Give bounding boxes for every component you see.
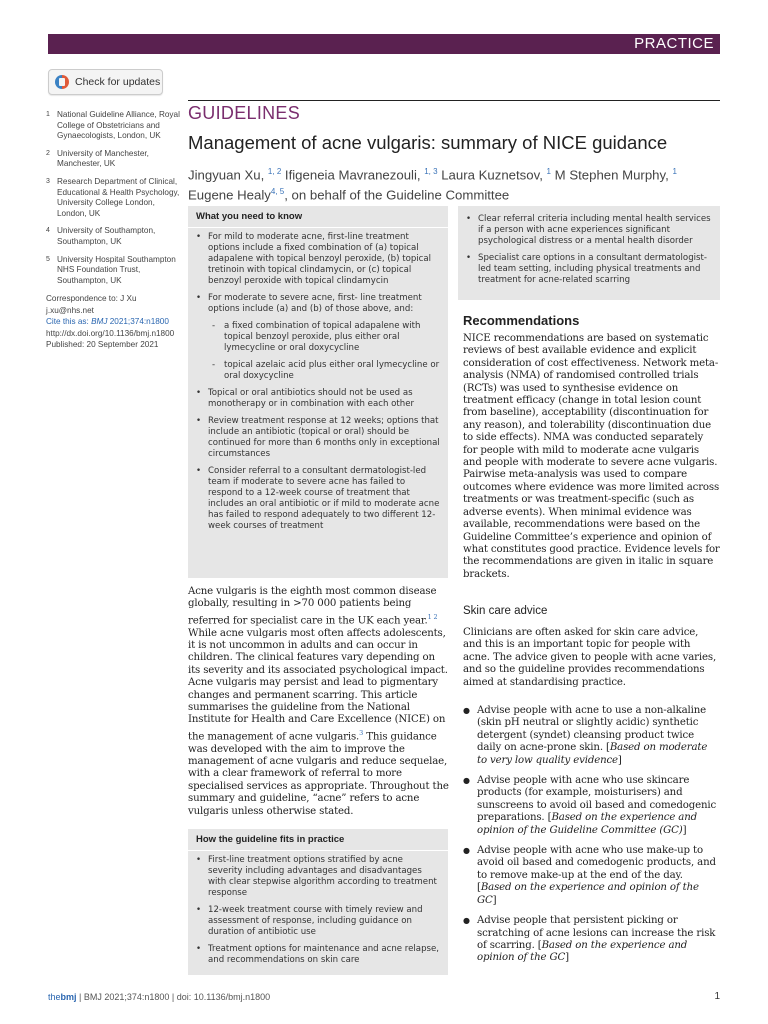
list-item: • Clear referral criteria including mental health services if a person with acne experiences significant psychological distress or a mental health disorder: [478, 214, 712, 247]
recommendations-paragraph: NICE recommendations are based on systematic reviews of best available evidence and explicit consideration of cost effectiveness. Network meta-analysis (NMA) of randomised controlled trials (RCTs) was used to synthesise evidence on treatment efficacy (change in total lesion count from baseline), acceptability (discontinuation for any reason), and tolerability (discontinuation due to side effects). NMA was conducted separately for people with mild to moderate acne vulgaris and people with moderate to severe acne vulgaris. Pairwise meta-analysis was used to compare outcomes where evidence was more limited across treatments or was treatment-specific (such as adverse events). When minimal evidence was available, recommendations were based on the Guideline Committee’s experience and opinion of what constitutes good practice. Evidence levels for the recommendations are given in italic in square brackets.: [463, 333, 720, 580]
list-item: • Consider referral to a consultant dermatologist-led team if moderate to severe acne has failed to respond to a 12-week course of treatment that includes an oral antibiotic or if mild to moderate acne has failed to respond adequately to two different 12-week courses of treatment: [208, 466, 440, 532]
footer-citation: | BMJ 2021;374:n1800 | doi: 10.1136/bmj.n1800: [76, 992, 271, 1002]
article-title: Management of acne vulgaris: summary of NICE guidance: [188, 132, 668, 153]
list-item: • First-line treatment options stratified by acne severity including advantages and disadvantages with clear stepwise algorithm according to treatment response: [208, 855, 440, 899]
doi-link[interactable]: http://dx.doi.org/10.1136/bmj.n1800: [46, 328, 175, 338]
list-item: ● Advise people with acne to use a non-alkaline (skin pH neutral or slightly acidic) synthetic detergent (syndet) cleansing product twice daily on acne-prone skin. [Based on moderate to very low quality evidence]: [463, 705, 720, 767]
box-heading: What you need to know: [188, 206, 448, 228]
affiliation: 1 National Guideline Alliance, Royal College of Obstetricians and Gynaecologists, London, UK: [46, 110, 180, 141]
correspondence: Correspondence to: J Xu j.xu@nhs.net: [46, 294, 137, 315]
crossmark-icon: [55, 75, 69, 89]
affiliation: 2 University of Manchester, Manchester, UK: [46, 148, 149, 169]
skin-care-recommendations: [463, 705, 720, 973]
recommendations-heading: Recommendations: [463, 313, 580, 328]
skin-care-paragraph: Clinicians are often asked for skin care advice, and this is an important topic for people with acne. The advice given to people with acne varies, and so the guideline provides recommendations aimed at standardising practice.: [463, 627, 717, 688]
intro-paragraph: Acne vulgaris is the eighth most common disease globally, resulting in >70 000 patients being referred for specialist care in the UK each year.$^{1 2}$ While acne vulgaris most often affects adolescents, it is not uncommon in adults and can occur in children. The clinical features vary depending on its severity and its associated psychological impact. Acne vulgaris may persist and lead to pigmentary changes and permanent scarring. This article summarises the guideline from the National Institute for Health and Care Excellence (NICE) on the management of acne vulgaris.$^3$ This guidance was developed with the aim to improve the management of acne vulgaris and reduce sequelae, with a clear framework of referral to more specialised services as appropriate. Throughout the summary and guideline, “acne” refers to acne vulgaris unless otherwise stated.: [188, 586, 449, 817]
list-item: - topical azelaic acid plus either oral lymecycline or oral doxycycline: [208, 360, 440, 382]
check-for-updates-button[interactable]: [48, 69, 163, 95]
list-item: • For mild to moderate acne, first-line treatment options include a fixed combination of (a) topical adapalene with topical benzoyl peroxide, (b) topical tretinoin with topical clindamycin, or (c) topical benzoyl peroxide with topical clindamycin: [208, 232, 440, 287]
page-footer: [48, 992, 270, 1002]
list-item: ● Advise people that persistent picking or scratching of acne lesions can increase the risk of scarring. [Based on the experience and opinion of the GC]: [463, 915, 720, 965]
affiliation: 4 University of Southampton, Southampton, UK: [46, 226, 156, 246]
list-item: • 12-week treatment course with timely review and assessment of response, including guidance on duration of antibiotic use: [208, 905, 440, 938]
list-item: • Review treatment response at 12 weeks; options that include an antibiotic (topical or oral) should be continued for more than 6 months only in exceptional circumstances: [208, 416, 440, 460]
section-banner: [48, 34, 720, 54]
footer-logo-bmj: bmj: [60, 992, 77, 1002]
author-list: Jingyuan Xu, $^{1, 2}$ Ifigeneia Mavranezouli, $^{1, 3}$ Laura Kuznetsov, $^1$ M Stephen Murphy, $^1$ Eugene Healy$^{4, 5}$, on behalf of the Guideline Committee: [188, 167, 677, 203]
list-item: ● Advise people with acne who use make-up to avoid oil based and comedogenic products, and to remove make-up at the end of the day. [Based on the experience and opinion of the GC]: [463, 845, 720, 907]
article-type-label: GUIDELINES: [188, 103, 301, 123]
list-item: • Specialist care options in a consultant dermatologist-led team setting, including physical treatments and treatment for acne-related scarring: [478, 253, 712, 286]
list-item: • For moderate to severe acne, first- line treatment options include (a) and (b) of those above, and:: [208, 293, 440, 315]
list-item: • Treatment options for maintenance and acne relapse, and recommendations on skin care: [208, 944, 440, 966]
page-number: 1: [714, 991, 720, 1002]
affiliations-column: [46, 110, 182, 350]
published-date: Published: 20 September 2021: [46, 339, 159, 349]
box-heading: How the guideline fits in practice: [188, 829, 448, 851]
affiliation: 3 Research Department of Clinical, Educational & Health Psychology, University College London, London, UK: [46, 176, 180, 218]
affiliation: 5 University Hospital Southampton NHS Foundation Trust, Southampton, UK: [46, 254, 176, 285]
what-you-need-to-know-continued-box: [458, 206, 720, 300]
list-item: ● Advise people with acne who use skincare products (for example, moisturisers) and sunscreens to avoid oil based and comedogenic preparations. [Based on the experience and opinion of the Guideline Committee (GC)]: [463, 775, 720, 837]
list-item: • Topical or oral antibiotics should not be used as monotherapy or in combination with each other: [208, 388, 440, 410]
footer-logo-the: the: [48, 992, 61, 1002]
section-banner-label: PRACTICE: [634, 35, 714, 52]
list-item: - a fixed combination of topical adapalene with topical benzoyl peroxide, plus either oral lymecycline or oral doxycycline: [208, 321, 440, 354]
how-guideline-fits-box: [188, 829, 448, 975]
what-you-need-to-know-box: [188, 206, 448, 578]
skin-care-heading: Skin care advice: [463, 605, 548, 617]
cite-this-as: Cite this as: BMJ 2021;374:n1800: [46, 317, 169, 327]
check-for-updates-label: Check for updates: [75, 76, 161, 88]
header-rule: [188, 100, 720, 101]
